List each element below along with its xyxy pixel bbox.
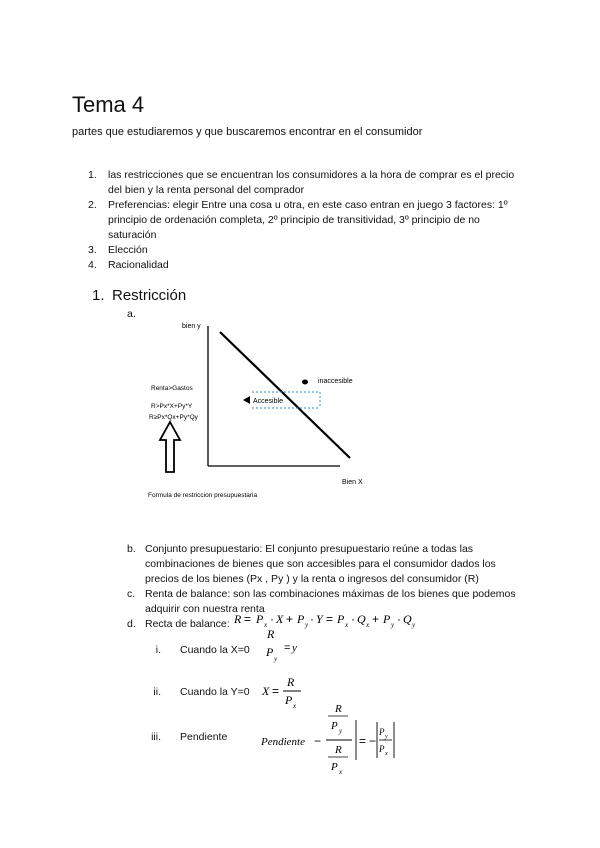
list-letter: d. [127, 618, 136, 630]
sub-item-text: Pendiente [180, 731, 228, 743]
formula-slope [258, 700, 398, 780]
math-symbol: P [331, 761, 338, 773]
math-symbol: X [276, 612, 284, 626]
list-number: 2. [88, 199, 97, 211]
list-item-text: Elección [108, 244, 148, 256]
math-symbol: + [286, 612, 294, 626]
section-number: 1. [92, 287, 105, 304]
math-subscript: y [274, 655, 278, 663]
parts-list [88, 168, 528, 273]
math-symbol: + [372, 612, 380, 626]
math-symbol: R [335, 744, 342, 756]
math-symbol: y [292, 642, 297, 654]
math-symbol: · [310, 612, 314, 626]
formula-y-intercept [262, 625, 312, 667]
math-subscript: x [293, 702, 297, 710]
list-item-text: Recta de balance: [145, 618, 230, 630]
list-item [88, 243, 528, 258]
graph-caption: Formula de restriccion presupuestaria [148, 492, 258, 499]
arrow-up-icon [160, 422, 180, 472]
sub-item-text: Cuando la X=0 [180, 644, 250, 656]
math-symbol: R [267, 627, 275, 641]
math-symbol: P [379, 744, 385, 754]
math-symbol: X [262, 684, 270, 698]
intro-text: partes que estudiaremos y que buscaremos encontrar en el consumidor [72, 126, 423, 138]
roman-number: ii. [153, 686, 161, 698]
list-item [88, 168, 528, 198]
math-symbol: = [359, 734, 367, 748]
list-number: 3. [88, 244, 97, 256]
math-symbol: P [383, 612, 391, 626]
page-title: Tema 4 [72, 92, 145, 117]
roman-number: i. [155, 644, 161, 656]
math-symbol: P [379, 727, 385, 737]
list-letter: b. [127, 543, 136, 555]
list-item [88, 198, 528, 243]
math-symbol: · [397, 612, 401, 626]
list-letter: c. [127, 588, 136, 600]
math-symbol: Y [316, 612, 323, 626]
math-symbol: P [266, 645, 274, 659]
list-item [127, 542, 527, 587]
math-subscript: x [366, 621, 370, 629]
list-number: 1. [88, 169, 97, 181]
math-symbol: = [244, 612, 252, 626]
math-symbol: = [326, 612, 334, 626]
budget-constraint-graph [140, 316, 380, 506]
x-axis-label: Bien X [342, 479, 363, 486]
math-symbol: Pendiente [261, 736, 305, 748]
math-subscript: x [385, 751, 388, 757]
list-item-text: Racionalidad [108, 259, 169, 271]
list-item-text: las restricciones que se encuentran los consumidores a la hora de comprar es el precio del bien y la renta personal del comprador [108, 169, 515, 196]
section-title: Restricción [112, 287, 187, 304]
math-symbol: − [314, 734, 322, 748]
roman-number: iii. [151, 731, 161, 743]
math-subscript: y [412, 621, 416, 629]
math-subscript: y [391, 621, 395, 629]
math-subscript: y [305, 621, 309, 629]
math-symbol: Q [357, 612, 366, 626]
budget-line [220, 332, 350, 458]
math-subscript: y [385, 734, 388, 740]
math-symbol: P [331, 720, 338, 732]
math-subscript: x [339, 768, 343, 776]
math-symbol: − [369, 734, 377, 748]
inaccessible-label: inaccesible [318, 378, 353, 385]
math-symbol: · [351, 612, 355, 626]
math-subscript: x [264, 621, 268, 629]
accessible-label: Accesible [253, 398, 283, 405]
math-symbol: P [297, 612, 305, 626]
math-subscript: x [345, 621, 349, 629]
inaccessible-point-icon [302, 380, 308, 385]
item-a-marker: a. [127, 308, 136, 320]
math-symbol: Q [403, 612, 412, 626]
math-symbol: R [335, 703, 342, 715]
list-item [88, 258, 528, 273]
sub-item-text: Cuando la Y=0 [180, 686, 250, 698]
list-item-text: Renta de balance: son las combinaciones máximas de los bienes que podemos adquirir con nuestra renta [145, 588, 516, 615]
formula-line: R≥Px*Qx+Py*Qy [149, 414, 198, 421]
y-axis-label: bien y [182, 323, 201, 330]
list-item-text: Preferencias: elegir Entre una cosa u otra, en este caso entran en juego 3 factores: 1º principio de ordenación completa, 2º principio de transitividad, 3º principio de no saturación [108, 199, 508, 241]
list-number: 4. [88, 259, 97, 271]
math-symbol: · [270, 612, 274, 626]
math-symbol: P [337, 612, 345, 626]
math-subscript: y [339, 727, 343, 735]
math-symbol: = [284, 642, 291, 654]
list-item-text: Conjunto presupuestario: El conjunto presupuestario reúne a todas las combinaciones de bienes que son accesibles para el consumidor dados los precios de los bienes (Px , Py ) y la renta o ingresos del consumidor (R) [145, 543, 496, 585]
math-symbol: = [272, 684, 280, 698]
math-symbol: R [287, 675, 295, 689]
formula-line: R>Px*X+Py*Y [151, 403, 193, 410]
formula-line: Renta>Gastos [151, 385, 193, 392]
math-symbol: P [256, 612, 264, 626]
math-symbol: R [234, 612, 242, 626]
math-symbol: P [285, 693, 293, 707]
accessible-pointer-icon [243, 396, 250, 404]
